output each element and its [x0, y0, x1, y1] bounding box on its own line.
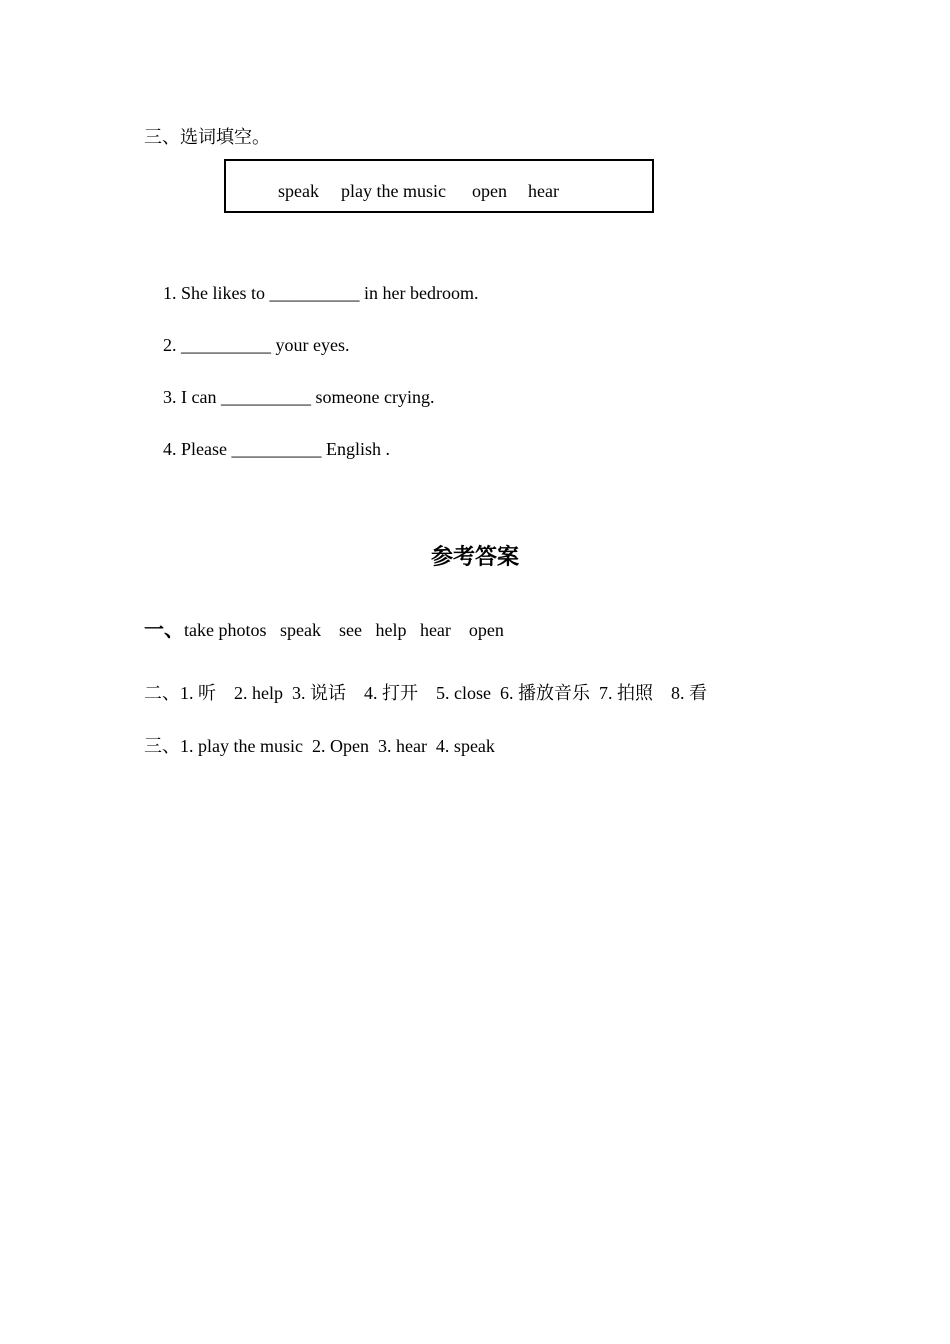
- answer-part-1: [144, 620, 504, 640]
- question-2: 2. __________ your eyes.: [163, 335, 350, 355]
- answer-part-1-text: take photos speak see help hear open: [184, 620, 504, 640]
- answer-part-2: 二、1. 听 2. help 3. 说话 4. 打开 5. close 6. 播放音乐 7. 拍照 8. 看: [144, 683, 707, 703]
- answer-part-3: 三、1. play the music 2. Open 3. hear 4. speak: [144, 736, 495, 756]
- word-bank-item: hear: [528, 181, 559, 201]
- word-bank-box: [224, 159, 654, 213]
- word-bank-item: speak: [278, 181, 319, 201]
- question-1: 1. She likes to __________ in her bedroom.: [163, 283, 479, 303]
- question-4: 4. Please __________ English .: [163, 439, 390, 459]
- word-bank-item: play the music: [341, 181, 446, 201]
- answer-part-1-label: 一、: [144, 619, 184, 641]
- section-3-heading: 三、选词填空。: [144, 127, 270, 147]
- question-3: 3. I can __________ someone crying.: [163, 387, 435, 407]
- word-bank-item: open: [472, 181, 507, 201]
- answer-key-title: 参考答案: [430, 544, 519, 569]
